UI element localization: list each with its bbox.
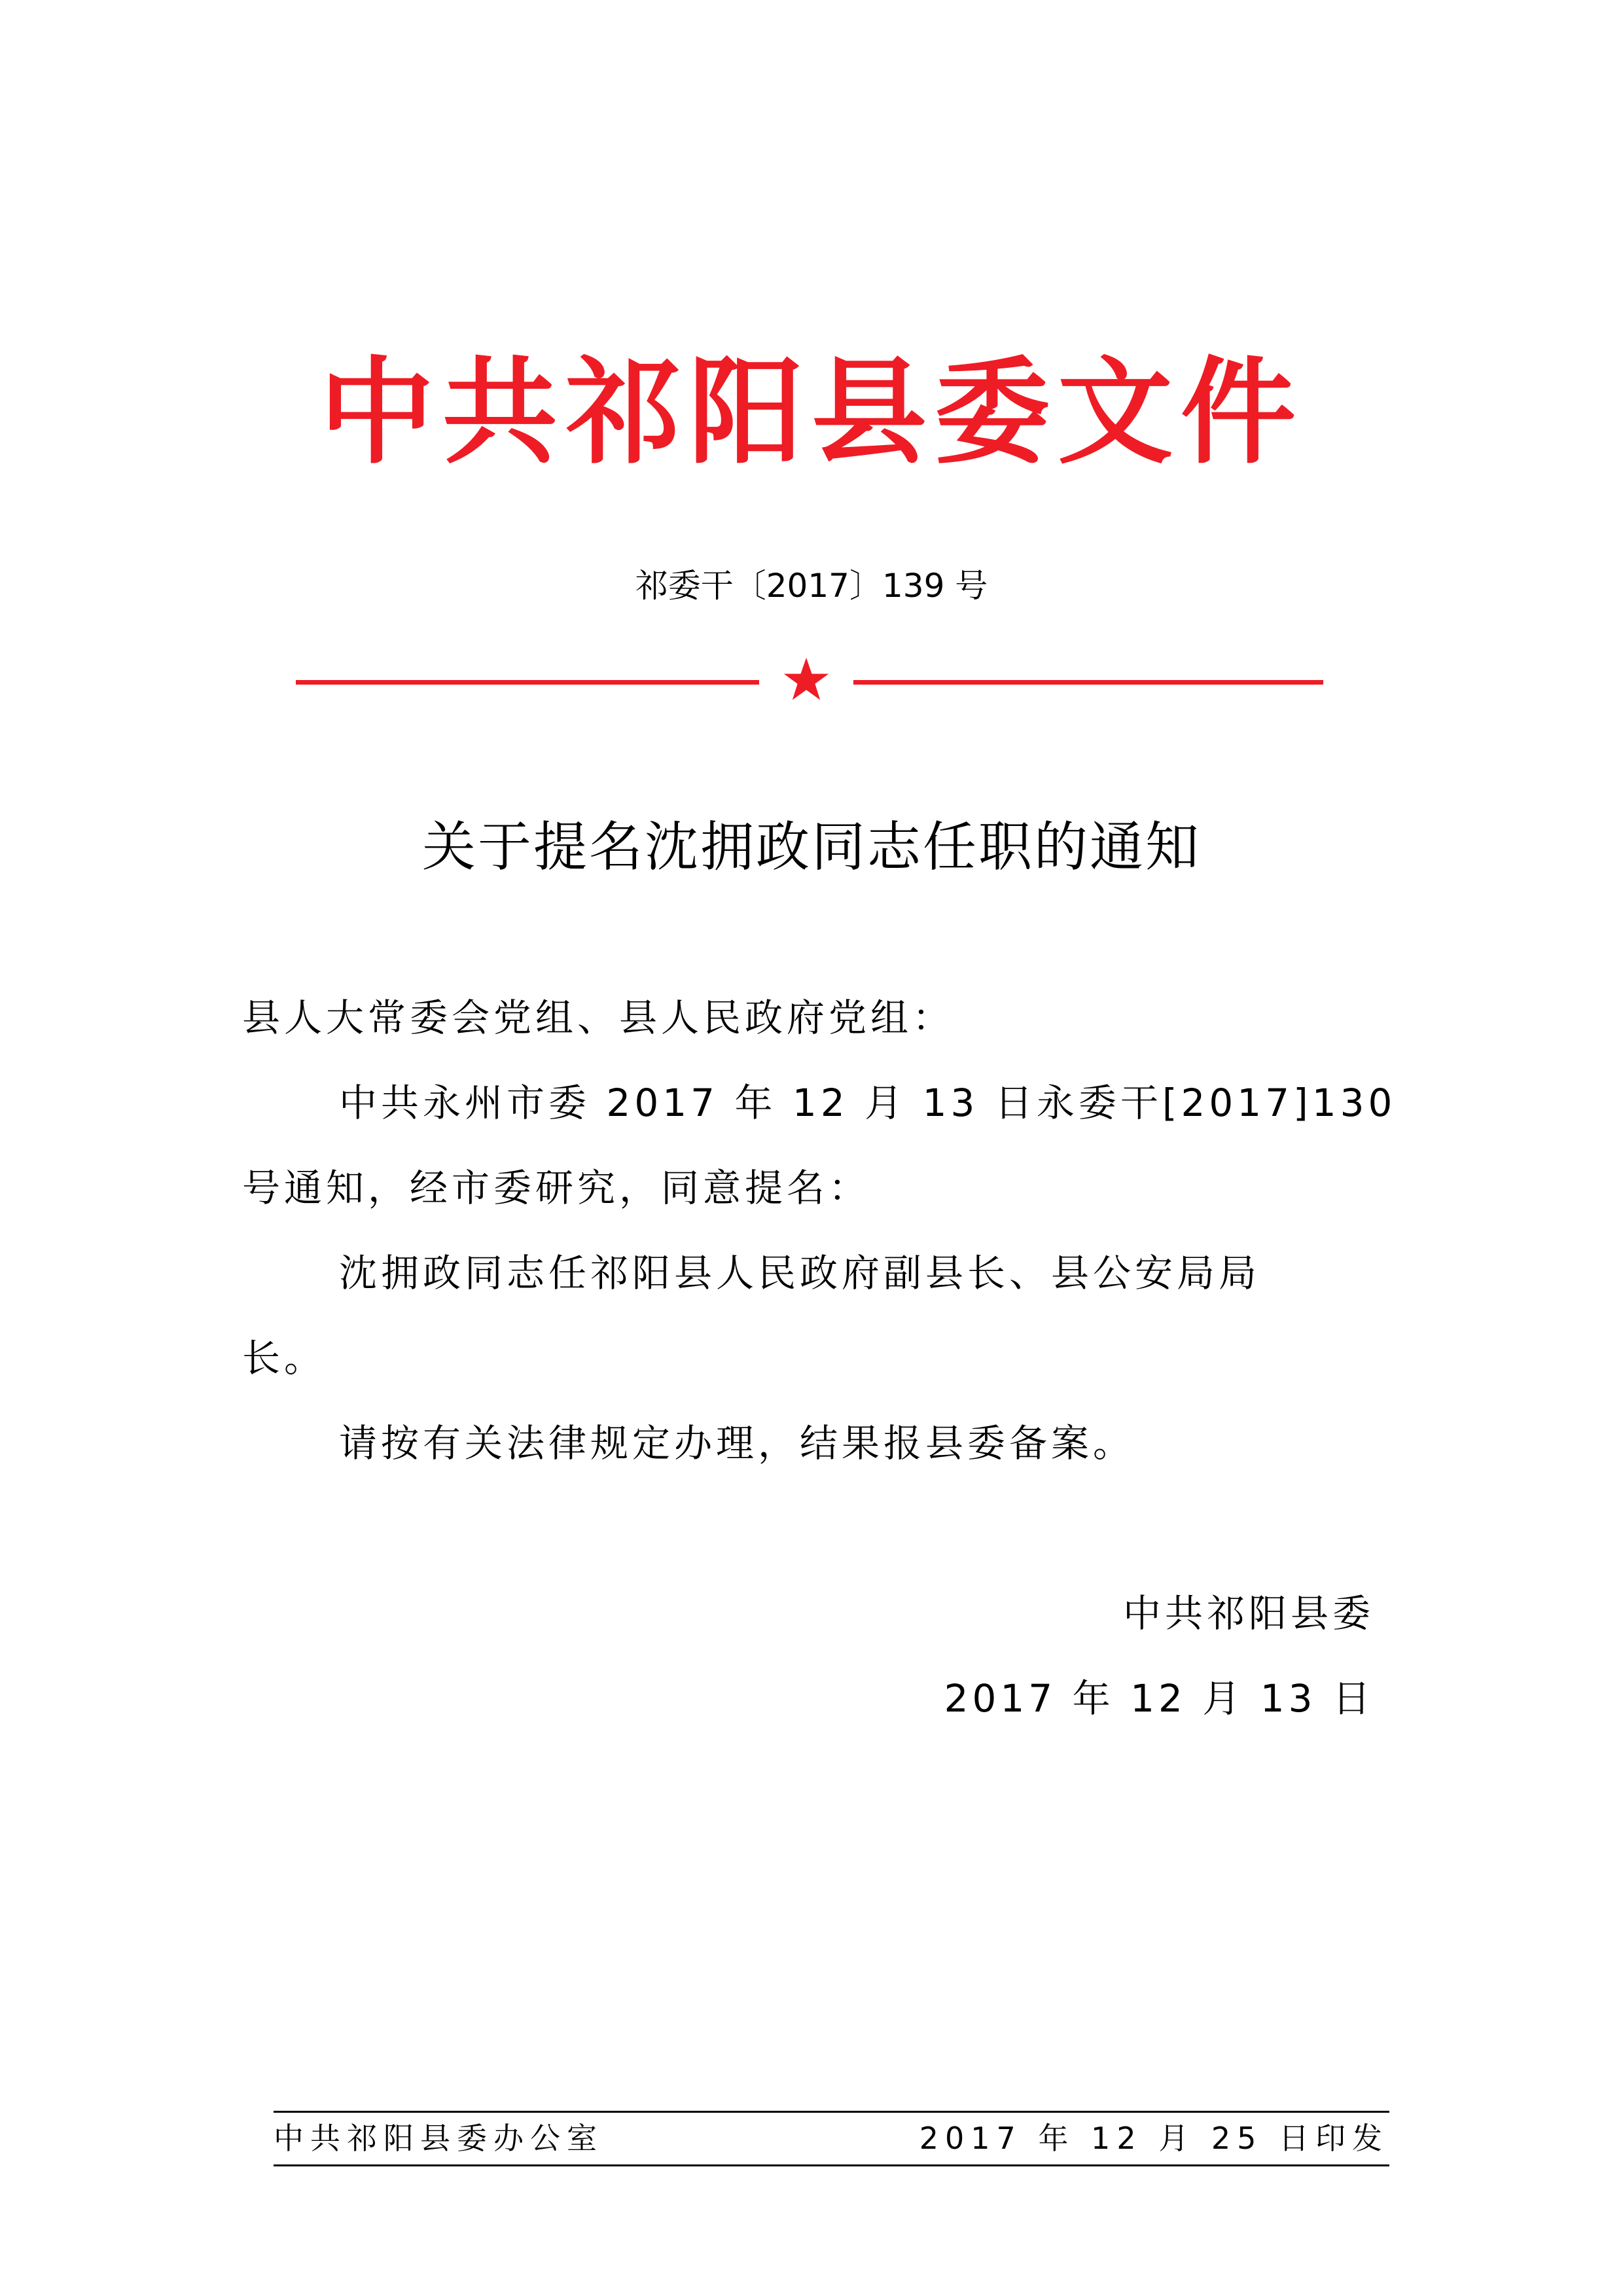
footer-issued-date: 2017 年 12 月 25 日印发 [919, 2121, 1389, 2156]
signature-organization: 中共祁阳县委 [1122, 1591, 1374, 1636]
paragraph-1-line-1: 中共永州市委 2017 年 12 月 13 日永委干[2017]130 [339, 1081, 1397, 1125]
red-separator-left [296, 680, 759, 685]
paragraph-2-line-1: 沈拥政同志任祁阳县人民政府副县长、县公安局局 [339, 1251, 1261, 1295]
paragraph-3: 请按有关法律规定办理，结果报县委备案。 [339, 1421, 1135, 1465]
masthead-title: 中共祁阳县委文件 [319, 344, 1304, 480]
salutation: 县人大常委会党组、县人民政府党组： [242, 996, 955, 1040]
notice-title: 关于提名沈拥政同志任职的通知 [421, 816, 1201, 878]
document-number: 祁委干〔2017〕139 号 [635, 567, 988, 605]
footer-issuer: 中共祁阳县委办公室 [274, 2121, 603, 2156]
signature-date: 2017 年 12 月 13 日 [944, 1676, 1374, 1721]
footer-top-rule [274, 2111, 1389, 2113]
star-icon [783, 656, 830, 703]
paragraph-1-line-2: 号通知，经市委研究，同意提名： [242, 1166, 871, 1210]
paragraph-2-line-2: 长。 [242, 1336, 327, 1380]
red-separator-right [853, 680, 1323, 685]
footer-bottom-rule [274, 2164, 1389, 2166]
